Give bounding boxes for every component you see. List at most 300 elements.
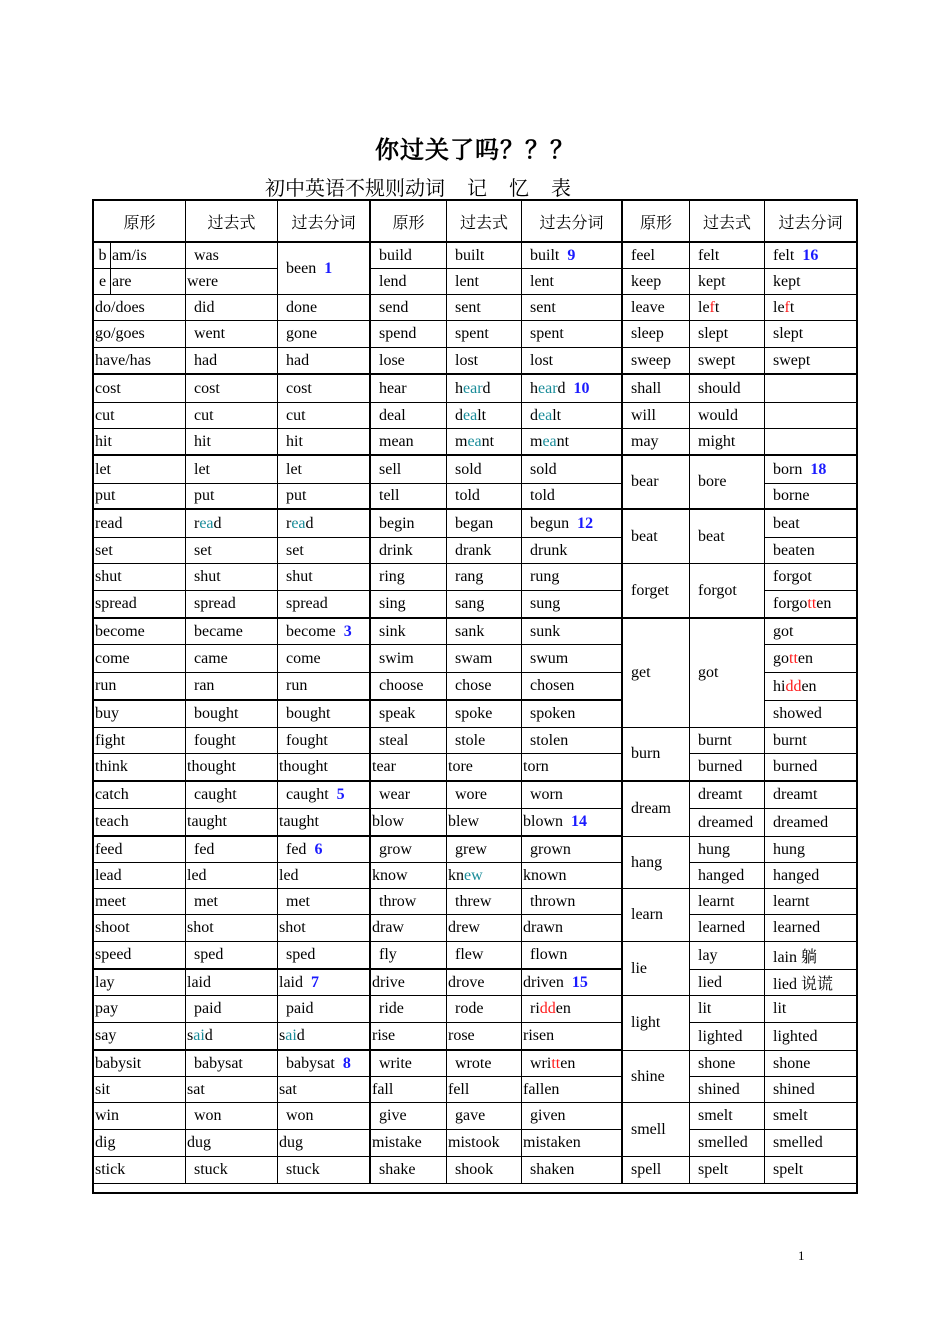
verb-form: learned: [698, 919, 746, 936]
verb-form: sat: [187, 1080, 205, 1098]
verb-form: hang: [631, 853, 663, 871]
verb-cell: [765, 1077, 856, 1103]
verb-form: tear: [372, 758, 396, 775]
verb-form: let: [95, 460, 111, 478]
verb-form: let: [194, 460, 210, 478]
verb-cell: [278, 673, 371, 701]
highlighted-letters: tt: [789, 649, 798, 667]
verb-form: babysit: [95, 1054, 142, 1072]
verb-cell: [186, 1077, 278, 1103]
verb-form: swum: [530, 649, 569, 667]
verb-cell: [278, 1157, 371, 1184]
verb-form: learned: [773, 919, 821, 936]
verb-form: do/does: [95, 298, 145, 316]
verb-form: flew: [455, 946, 484, 963]
verb-cell: [765, 269, 856, 295]
verb-cell: [186, 915, 278, 942]
column-header: 过去式: [447, 201, 522, 243]
verb-form: met: [286, 892, 310, 910]
verb-cell: [371, 456, 447, 484]
verb-cell: [765, 970, 856, 996]
verb-cell: [371, 1130, 447, 1157]
verb-cell: [278, 375, 371, 403]
verb-form: lend: [379, 272, 407, 290]
verb-cell: [371, 1103, 447, 1130]
verb-form: dealt: [530, 406, 562, 424]
verb-cell: [278, 970, 371, 996]
verb-form: forgotten: [773, 595, 832, 612]
highlighted-letters: ea: [199, 514, 214, 532]
verb-cell: [186, 1051, 278, 1077]
verb-cell: [94, 1157, 186, 1184]
verb-form: drunk: [530, 541, 568, 559]
verb-form: thought: [187, 758, 236, 775]
verb-form: read: [194, 514, 222, 532]
verb-cell: [94, 510, 186, 538]
verb-cell: [447, 996, 522, 1023]
verb-cell: [186, 1130, 278, 1157]
verb-cell: [690, 1051, 765, 1077]
verb-cell: [690, 889, 765, 915]
verb-cell: [278, 484, 371, 510]
verb-form: go/goes: [95, 325, 145, 342]
verb-cell: [371, 375, 447, 403]
verb-cell: [278, 1023, 371, 1051]
verb-form: began: [455, 514, 494, 532]
verb-form: lit: [698, 1000, 712, 1017]
verb-form: wore: [455, 786, 487, 803]
verb-cell: [765, 375, 856, 403]
verb-cell: [371, 915, 447, 942]
verb-form: dream: [631, 800, 671, 817]
verb-cell: [278, 510, 371, 538]
verb-cell: [94, 429, 186, 456]
verb-form: beaten: [773, 541, 815, 559]
verb-cell: [690, 295, 765, 321]
verb-cell: [186, 1103, 278, 1130]
verb-form: spoke: [455, 705, 493, 722]
verb-cell: [765, 564, 856, 591]
verb-form: lie: [631, 959, 647, 977]
verb-form: stick: [95, 1160, 126, 1178]
verb-form: drove: [448, 973, 485, 991]
verb-cell: [186, 645, 278, 673]
verb-form: sent: [530, 298, 556, 316]
verb-form: ran: [194, 677, 215, 694]
verb-cell: [522, 484, 623, 510]
verb-cell: [278, 645, 371, 673]
verb-cell: [278, 1130, 371, 1157]
verb-form: flown: [530, 946, 568, 963]
verb-form: won: [286, 1107, 314, 1124]
verb-form: dreamed: [698, 813, 754, 831]
verb-cell: [371, 996, 447, 1023]
verb-form: fall: [372, 1080, 394, 1098]
verb-cell: [94, 456, 186, 484]
verb-cell: [690, 1103, 765, 1130]
verb-form: thrown: [530, 892, 576, 910]
verb-form: shook: [455, 1160, 494, 1178]
verb-form: cost: [95, 379, 121, 397]
verb-form: showed: [773, 705, 822, 722]
verb-cell: [186, 863, 278, 889]
verb-cell: [94, 645, 186, 673]
highlighted-letters: ea: [467, 432, 482, 450]
highlighted-letters: f: [709, 298, 715, 316]
verb-cell: [765, 484, 856, 510]
verb-cell: [765, 456, 856, 484]
column-header: 原形: [371, 201, 447, 243]
verb-form: blow: [372, 813, 404, 830]
verb-form: might: [698, 432, 736, 450]
verb-cell: [186, 269, 278, 295]
group-number: 16: [802, 246, 819, 264]
verb-cell: [278, 295, 371, 321]
verb-form: know: [372, 866, 408, 884]
verb-cell: [522, 970, 623, 996]
verb-cell: [94, 728, 186, 754]
verb-form: send: [379, 298, 409, 316]
verb-form: torn: [523, 758, 549, 775]
verb-cell: [623, 1051, 690, 1103]
verb-form: fought: [194, 731, 236, 749]
verb-cell: [522, 1130, 623, 1157]
verb-cell: [447, 375, 522, 403]
verb-form: drank: [455, 541, 492, 559]
verb-form: read: [95, 514, 123, 532]
verb-form: said: [187, 1027, 213, 1044]
verb-form: lighted: [773, 1027, 818, 1045]
verb-cell: [447, 321, 522, 348]
verb-cell: [111, 269, 186, 295]
verb-form: keep: [631, 272, 662, 290]
verb-cell: [371, 942, 447, 970]
verb-cell: [94, 701, 186, 728]
verb-cell: [371, 564, 447, 591]
verb-cell: [447, 782, 522, 809]
verb-form: become: [95, 622, 145, 640]
verb-form: thought: [279, 758, 328, 775]
verb-cell: [522, 321, 623, 348]
verb-form: got: [698, 664, 719, 681]
verb-form: sunk: [530, 622, 561, 640]
verb-cell: [522, 645, 623, 673]
verb-cell: [623, 243, 690, 269]
verb-cell: [690, 837, 765, 863]
verb-form: sit: [95, 1080, 111, 1098]
verb-cell: [278, 456, 371, 484]
verb-cell: [447, 942, 522, 970]
verb-form: bear: [631, 473, 659, 490]
verb-cell: [371, 403, 447, 429]
verb-form: worn: [530, 786, 563, 803]
verb-form: think: [95, 758, 128, 775]
group-number: 10: [573, 379, 590, 397]
verb-cell: [447, 863, 522, 889]
verb-form: stole: [455, 731, 486, 749]
verb-cell: [623, 321, 690, 348]
subtitle-word-1: 记: [467, 176, 487, 200]
verb-cell: [371, 782, 447, 809]
verb-cell: [447, 348, 522, 375]
verb-cell: [522, 456, 623, 484]
verb-form: dug: [279, 1134, 303, 1151]
verb-cell: [371, 1157, 447, 1184]
verb-form: am/is: [112, 246, 147, 264]
verb-cell: [278, 942, 371, 970]
verb-form: shut: [194, 568, 221, 585]
verb-cell: [186, 295, 278, 321]
verb-cell: [690, 243, 765, 269]
verb-form: told: [455, 487, 480, 504]
verb-form: build: [379, 246, 412, 264]
verb-form: shaken: [530, 1160, 575, 1178]
verb-form: slept: [698, 325, 729, 342]
verb-form: spread: [95, 595, 137, 612]
verb-cell: [371, 619, 447, 645]
verb-cell: [765, 754, 856, 782]
highlighted-letters: ai: [285, 1027, 297, 1044]
verb-cell: [186, 701, 278, 728]
page-title: 你过关了吗？？？: [375, 136, 575, 164]
verb-form: dreamt: [773, 786, 818, 803]
verb-form: come: [286, 649, 321, 667]
verb-form: steal: [379, 731, 409, 749]
verb-form: lay: [95, 973, 115, 991]
verb-form: cut: [194, 406, 214, 424]
verb-cell: [690, 321, 765, 348]
verb-form: written: [530, 1054, 576, 1072]
column-header: 过去式: [690, 201, 765, 243]
verb-form: dreamt: [698, 786, 743, 803]
verb-form: went: [194, 325, 226, 342]
verb-cell: [522, 1051, 623, 1077]
verb-form: spend: [379, 325, 417, 342]
verb-form: bought: [286, 705, 331, 722]
verb-form: said: [279, 1027, 305, 1044]
verb-cell: [765, 673, 856, 701]
verb-form: sank: [455, 622, 485, 640]
verb-cell: [447, 1077, 522, 1103]
verb-form: hung: [698, 840, 730, 858]
verb-form: rang: [455, 568, 484, 585]
verb-form: shoot: [95, 919, 130, 936]
verb-cell: [690, 942, 765, 970]
verb-form: spent: [530, 325, 564, 342]
verb-form: hung: [773, 840, 805, 858]
column-header: 过去分词: [278, 201, 371, 243]
verb-form: should: [698, 379, 741, 397]
verb-cell: [522, 243, 623, 269]
verb-form: swam: [455, 649, 493, 667]
verb-cell: [278, 701, 371, 728]
verb-cell: [94, 321, 186, 348]
verb-cell: [94, 375, 186, 403]
verb-form: bought: [194, 705, 239, 722]
verb-cell: [94, 889, 186, 915]
verb-form: told: [530, 487, 555, 504]
verb-form: grew: [455, 840, 487, 858]
group-number: 14: [571, 813, 587, 830]
verb-cell: [371, 754, 447, 782]
verb-cell: [447, 889, 522, 915]
verb-form: e: [98, 272, 107, 290]
verb-cell: [447, 243, 522, 269]
verb-form: shot: [187, 919, 214, 936]
highlighted-letters: ea: [538, 406, 553, 424]
verb-cell: [623, 782, 690, 837]
verb-form: mean: [379, 432, 414, 450]
verb-cell: [522, 1157, 623, 1184]
verb-cell: [522, 403, 623, 429]
verb-cell: [371, 510, 447, 538]
group-number: 6: [314, 840, 323, 858]
verb-form: blown: [523, 813, 563, 830]
verb-cell: [278, 1077, 371, 1103]
verb-form: hit: [286, 432, 303, 450]
verb-cell: [690, 996, 765, 1023]
verb-form: lead: [95, 866, 122, 884]
verb-form: risen: [523, 1027, 555, 1044]
verb-form: grown: [530, 840, 571, 858]
verb-form: heard: [455, 379, 491, 397]
verb-cell: [623, 996, 690, 1051]
verb-form: will: [631, 406, 656, 424]
verb-form: shined: [773, 1080, 815, 1098]
verb-form: shined: [698, 1080, 740, 1098]
verb-cell: [690, 1023, 765, 1051]
verb-form: shone: [773, 1054, 811, 1072]
verb-cell: [371, 243, 447, 269]
irregular-verbs-table: [92, 199, 858, 1194]
verb-form: put: [194, 487, 215, 504]
verb-cell: [371, 1051, 447, 1077]
verb-cell: [94, 538, 186, 564]
highlighted-letters: tt: [807, 595, 817, 612]
verb-cell: [690, 970, 765, 996]
verb-form: ride: [379, 1000, 404, 1017]
verb-cell: [278, 996, 371, 1023]
verb-cell: [522, 619, 623, 645]
verb-cell: [447, 1051, 522, 1077]
verb-cell: [623, 429, 690, 456]
verb-cell: [522, 591, 623, 619]
verb-form: fed: [194, 840, 215, 858]
verb-cell: [447, 269, 522, 295]
verb-cell: [623, 295, 690, 321]
verb-cell: [94, 1130, 186, 1157]
verb-form: lied 说谎: [773, 976, 833, 993]
verb-form: sold: [455, 460, 482, 478]
verb-form: sleep: [631, 325, 664, 342]
verb-cell: [623, 1103, 690, 1157]
verb-cell: [278, 1051, 371, 1077]
verb-form: met: [194, 892, 218, 910]
verb-form: spoken: [530, 705, 576, 722]
verb-cell: [447, 538, 522, 564]
verb-form: meet: [95, 892, 127, 910]
highlighted-letters: dd: [539, 1000, 556, 1017]
verb-cell: [278, 915, 371, 942]
verb-cell: [765, 701, 856, 728]
verb-form: drawn: [523, 919, 563, 936]
verb-cell: [522, 1103, 623, 1130]
verb-cell: [447, 1130, 522, 1157]
verb-cell: [623, 348, 690, 375]
verb-form: choose: [379, 677, 424, 694]
verb-form: mistake: [372, 1134, 422, 1151]
verb-cell: [94, 403, 186, 429]
verb-cell: [186, 538, 278, 564]
verb-cell: [94, 970, 186, 996]
verb-form: dig: [95, 1134, 116, 1151]
verb-cell: [371, 1023, 447, 1051]
verb-form: came: [194, 649, 228, 667]
verb-form: run: [95, 677, 117, 694]
highlighted-letters: ai: [193, 1027, 205, 1044]
verb-form: cost: [286, 379, 312, 397]
verb-cell: [522, 782, 623, 809]
verb-form: was: [194, 246, 219, 264]
verb-cell: [186, 348, 278, 375]
verb-cell: [623, 375, 690, 403]
verb-cell: [186, 484, 278, 510]
verb-cell: [447, 809, 522, 837]
verb-form: put: [286, 487, 307, 504]
verb-cell: [371, 889, 447, 915]
verb-cell: [522, 728, 623, 754]
group-number: 7: [311, 973, 319, 991]
verb-form: rise: [372, 1027, 396, 1044]
verb-form: are: [112, 272, 132, 290]
verb-form: born: [773, 460, 803, 478]
verb-cell: [522, 375, 623, 403]
verb-form: dreamed: [773, 813, 829, 831]
verb-form: laid: [279, 973, 303, 991]
verb-cell: [371, 863, 447, 889]
highlighted-letters: ea: [542, 432, 557, 450]
verb-cell: [278, 538, 371, 564]
verb-form: begin: [379, 514, 415, 532]
verb-cell: [765, 510, 856, 538]
verb-cell: [371, 701, 447, 728]
verb-cell: [765, 889, 856, 915]
verb-cell: [186, 564, 278, 591]
verb-cell: [447, 701, 522, 728]
verb-cell: [522, 809, 623, 837]
verb-cell: [765, 1130, 856, 1157]
verb-cell: [278, 429, 371, 456]
verb-form: cut: [95, 406, 115, 424]
verb-form: run: [286, 677, 308, 694]
verb-form: feed: [95, 840, 123, 858]
verb-form: spread: [194, 595, 236, 612]
column-header: 过去分词: [765, 201, 856, 243]
verb-form: win: [95, 1107, 119, 1124]
verb-form: drew: [448, 919, 480, 936]
verb-form: read: [286, 514, 314, 532]
verb-cell: [765, 321, 856, 348]
verb-cell: [447, 403, 522, 429]
verb-cell: [371, 348, 447, 375]
verb-form: learn: [631, 906, 663, 923]
verb-form: wrote: [455, 1054, 492, 1072]
verb-cell: [447, 915, 522, 942]
verb-form: dealt: [455, 406, 487, 424]
verb-cell: [371, 269, 447, 295]
verb-form: smelled: [773, 1134, 823, 1151]
verb-form: hidden: [773, 677, 817, 695]
